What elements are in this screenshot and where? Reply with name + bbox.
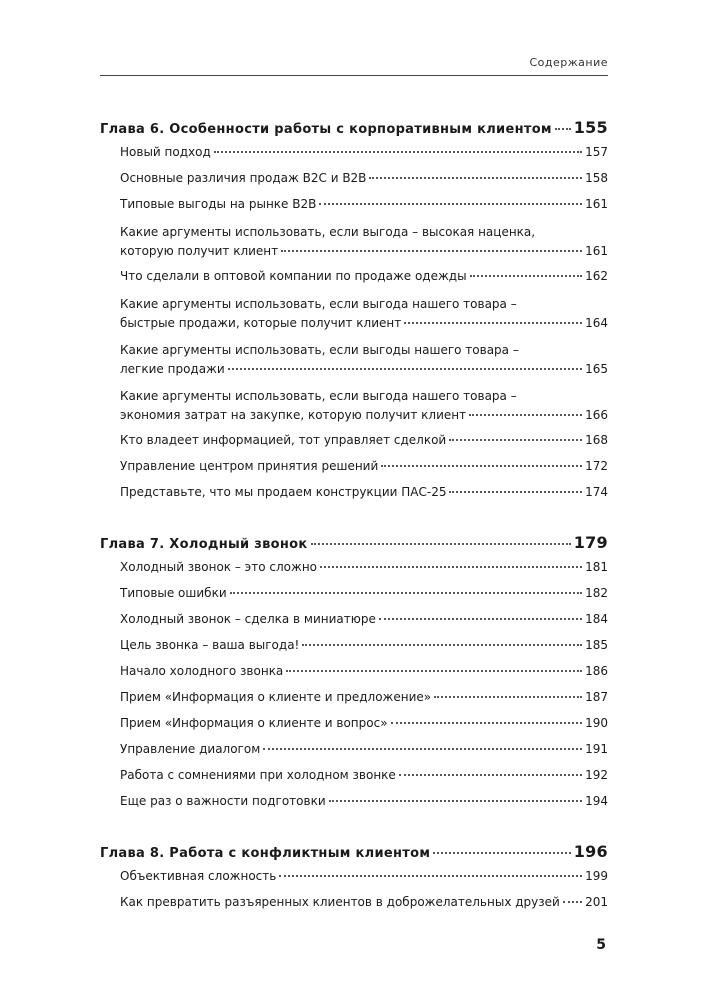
entry-page-number: 190 — [585, 716, 608, 730]
entry-page-number: 184 — [585, 612, 608, 626]
dot-leader — [214, 151, 582, 153]
dot-leader — [230, 592, 582, 594]
entry-page-number: 194 — [585, 794, 608, 808]
entry-title: Цель звонка – ваша выгода! — [120, 638, 300, 652]
entry-title: Кто владеет информацией, тот управляет сделкой — [120, 433, 447, 447]
toc-entry[interactable] — [120, 171, 608, 197]
entry-page-number: 158 — [585, 171, 608, 185]
dot-leader — [379, 618, 582, 620]
header-rule — [100, 75, 608, 76]
entry-page-number: 201 — [585, 895, 608, 909]
dot-leader — [433, 852, 570, 854]
toc-entry[interactable] — [120, 341, 608, 379]
entry-page-number: 161 — [585, 197, 608, 211]
entry-title: Прием «Информация о клиенте и предложение» — [120, 690, 432, 704]
entry-title-line: Какие аргументы использовать, если выгода нашего товара – — [120, 297, 517, 311]
entry-title-line: которую получит клиент — [120, 244, 279, 258]
dot-leader — [470, 275, 583, 277]
toc-entry[interactable] — [120, 638, 608, 664]
entry-page-number: 165 — [585, 362, 608, 376]
dot-leader — [320, 566, 582, 568]
entry-title: Типовые ошибки — [120, 586, 227, 600]
chapter-title: Глава 6. Особенности работы с корпоративным клиентом — [100, 122, 552, 137]
chapter-heading[interactable] — [100, 533, 608, 557]
toc-entry[interactable] — [120, 742, 608, 768]
toc-entry[interactable] — [120, 485, 608, 511]
running-header: Содержание — [529, 56, 608, 69]
dot-leader — [281, 250, 582, 252]
entry-title: Новый подход — [120, 145, 211, 159]
entry-page-number: 161 — [585, 244, 608, 258]
entry-title: Прием «Информация о клиенте и вопрос» — [120, 716, 388, 730]
dot-leader — [381, 465, 582, 467]
dot-leader — [302, 644, 582, 646]
entry-title-line: Какие аргументы использовать, если выгоды нашего товара – — [120, 343, 519, 357]
dot-leader — [391, 722, 583, 724]
entry-title-line: Какие аргументы использовать, если выгода нашего товара – — [120, 389, 517, 403]
dot-leader — [434, 696, 582, 698]
entry-title-line: быстрые продажи, которые получит клиент — [120, 316, 402, 330]
toc-entry[interactable] — [120, 794, 608, 820]
entry-title: Как превратить разъяренных клиентов в доброжелательных друзей — [120, 895, 560, 909]
dot-leader — [279, 875, 582, 877]
entry-last-line — [120, 360, 608, 379]
toc-entry[interactable] — [120, 586, 608, 612]
entry-title: Работа с сомнениями при холодном звонке — [120, 768, 396, 782]
entry-title-line: Какие аргументы использовать, если выгода – высокая наценка, — [120, 225, 536, 239]
entry-title: Еще раз о важности подготовки — [120, 794, 326, 808]
toc-entry[interactable] — [120, 295, 608, 333]
dot-leader — [329, 800, 582, 802]
dot-leader — [286, 670, 582, 672]
entry-title: Типовые выгоды на рынке B2B — [120, 197, 317, 211]
entry-page-number: 186 — [585, 664, 608, 678]
dot-leader — [449, 439, 582, 441]
entry-page-number: 181 — [585, 560, 608, 574]
toc-entry[interactable] — [120, 145, 608, 171]
entry-page-number: 185 — [585, 638, 608, 652]
entry-page-number: 162 — [585, 269, 608, 283]
chapter-title: Глава 7. Холодный звонок — [100, 537, 308, 552]
entry-title: Объективная сложность — [120, 869, 277, 883]
toc-entry[interactable] — [120, 869, 608, 895]
entry-title: Начало холодного звонка — [120, 664, 284, 678]
entry-title: Управление диалогом — [120, 742, 261, 756]
chapter-page-number: 196 — [573, 842, 608, 861]
dot-leader — [449, 491, 582, 493]
entry-last-line — [120, 406, 608, 425]
dot-leader — [263, 748, 582, 750]
entry-page-number: 199 — [585, 869, 608, 883]
entry-title: Что сделали в оптовой компании по продаже одежды — [120, 269, 467, 283]
entry-title-line: экономия затрат на закупке, которую получит клиент — [120, 408, 467, 422]
entry-title: Управление центром принятия решений — [120, 459, 379, 473]
chapter-page-number: 155 — [573, 118, 608, 137]
entry-title-line: легкие продажи — [120, 362, 225, 376]
toc-entry[interactable] — [120, 433, 608, 459]
entry-page-number: 168 — [585, 433, 608, 447]
toc-entry[interactable] — [120, 716, 608, 742]
toc-entry[interactable] — [120, 612, 608, 638]
entry-title: Холодный звонок – сделка в миниатюре — [120, 612, 376, 626]
entry-page-number: 157 — [585, 145, 608, 159]
entry-title: Основные различия продаж B2C и B2B — [120, 171, 367, 185]
dot-leader — [555, 128, 571, 130]
dot-leader — [399, 774, 582, 776]
entry-title: Представьте, что мы продаем конструкции ПАС-25 — [120, 485, 447, 499]
entry-page-number: 187 — [585, 690, 608, 704]
table-of-contents — [100, 118, 608, 921]
dot-leader — [369, 177, 582, 179]
toc-entry[interactable] — [120, 895, 608, 921]
entry-last-line — [120, 242, 608, 261]
entry-title: Холодный звонок – это сложно — [120, 560, 318, 574]
entry-page-number: 172 — [585, 459, 608, 473]
chapter-page-number: 179 — [573, 533, 608, 552]
chapter-spacer — [100, 820, 608, 842]
toc-entry[interactable] — [120, 223, 608, 261]
dot-leader — [319, 203, 582, 205]
chapter-heading[interactable] — [100, 118, 608, 142]
chapter-heading[interactable] — [100, 842, 608, 866]
entry-page-number: 192 — [585, 768, 608, 782]
entry-page-number: 191 — [585, 742, 608, 756]
toc-entry[interactable] — [120, 664, 608, 690]
toc-entry[interactable] — [120, 560, 608, 586]
toc-entry[interactable] — [120, 387, 608, 425]
chapter-spacer — [100, 511, 608, 533]
entry-last-line — [120, 314, 608, 333]
dot-leader — [469, 414, 582, 416]
toc-entry[interactable] — [120, 269, 608, 295]
dot-leader — [404, 322, 582, 324]
chapter-title: Глава 8. Работа с конфликтным клиентом — [100, 846, 431, 861]
entry-page-number: 182 — [585, 586, 608, 600]
entry-page-number: 166 — [585, 408, 608, 422]
page-number: 5 — [596, 937, 606, 953]
dot-leader — [228, 368, 582, 370]
dot-leader — [563, 901, 582, 903]
entry-page-number: 164 — [585, 316, 608, 330]
entry-page-number: 174 — [585, 485, 608, 499]
toc-entry[interactable] — [120, 459, 608, 485]
toc-entry[interactable] — [120, 768, 608, 794]
dot-leader — [311, 543, 571, 545]
toc-entry[interactable] — [120, 690, 608, 716]
toc-entry[interactable] — [120, 197, 608, 223]
